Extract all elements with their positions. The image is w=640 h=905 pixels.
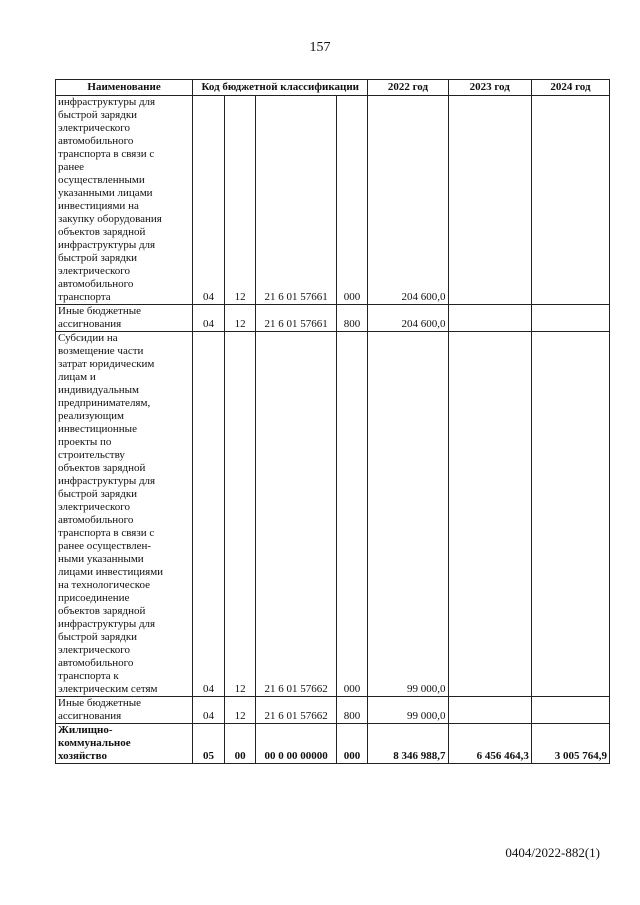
value-2022: 204 600,0	[368, 96, 448, 305]
value-2024	[531, 305, 609, 332]
row-name	[56, 332, 193, 697]
code-section: 04	[193, 96, 225, 305]
row-name	[56, 305, 193, 332]
value-2023	[448, 332, 531, 697]
row-name	[56, 697, 193, 724]
value-2024	[531, 96, 609, 305]
code-section: 04	[193, 305, 225, 332]
row-name	[56, 96, 193, 305]
table-row-section-total	[56, 724, 610, 764]
code-section: 04	[193, 697, 225, 724]
code-subsection: 00	[224, 724, 256, 764]
budget-table	[55, 79, 610, 764]
header-name: Наименование	[56, 80, 193, 96]
table-row	[56, 305, 610, 332]
value-2023: 6 456 464,3	[448, 724, 531, 764]
code-subsection: 12	[224, 96, 256, 305]
table-row	[56, 332, 610, 697]
page-number: 157	[309, 40, 331, 55]
row-name	[56, 724, 193, 764]
value-2022: 8 346 988,7	[368, 724, 448, 764]
code-expense-type: 000	[336, 724, 368, 764]
row-name-text: Жилищно- коммунальное хозяйство	[58, 724, 131, 762]
value-2024	[531, 332, 609, 697]
table-row	[56, 96, 610, 305]
value-2023	[448, 305, 531, 332]
header-code: Код бюджетной классификации	[193, 80, 368, 96]
table-header-row	[56, 80, 610, 96]
table-row	[56, 697, 610, 724]
code-target: 21 6 01 57661	[256, 96, 336, 305]
value-2022: 204 600,0	[368, 305, 448, 332]
row-name-text: инфраструктуры для быстрой зарядки электрического автомобильного транспорта в связи с ранее осуществленными указанными лицами инвестициями на закупку оборудования объектов зарядной инфраструктуры для быстрой зарядки электрического автомобильного транспорта	[58, 96, 162, 303]
code-expense-type: 000	[336, 332, 368, 697]
row-name-text: Субсидии на возмещение части затрат юридическим лицам и индивидуальным предпринимателям, реализующим инвестиционные проекты по строительству объектов зарядной инфраструктуры для быстрой зарядки электрического автомобильного транспорта в связи с ранее осуществлен- ными указанными лицами инвестициями на технологическое присоединение объектов зарядной инфраструктуры для быстрой зарядки электрического автомобильного транспорта к электрическим сетям	[58, 332, 164, 695]
value-2022: 99 000,0	[368, 697, 448, 724]
header-2022: 2022 год	[368, 80, 448, 96]
code-target: 21 6 01 57662	[256, 332, 336, 697]
code-expense-type: 800	[336, 305, 368, 332]
document-id: 0404/2022-882(1)	[505, 845, 600, 860]
code-subsection: 12	[224, 697, 256, 724]
value-2023	[448, 697, 531, 724]
code-section: 05	[193, 724, 225, 764]
code-target: 21 6 01 57661	[256, 305, 336, 332]
row-name-text: Иные бюджетные ассигнования	[58, 697, 142, 722]
code-target: 21 6 01 57662	[256, 697, 336, 724]
value-2022: 99 000,0	[368, 332, 448, 697]
value-2024	[531, 697, 609, 724]
code-expense-type: 000	[336, 96, 368, 305]
value-2023	[448, 96, 531, 305]
header-2024: 2024 год	[531, 80, 609, 96]
header-2023: 2023 год	[448, 80, 531, 96]
row-name-text: Иные бюджетные ассигнования	[58, 305, 142, 330]
value-2024: 3 005 764,9	[531, 724, 609, 764]
code-target: 00 0 00 00000	[256, 724, 336, 764]
code-subsection: 12	[224, 305, 256, 332]
code-expense-type: 800	[336, 697, 368, 724]
code-subsection: 12	[224, 332, 256, 697]
code-section: 04	[193, 332, 225, 697]
